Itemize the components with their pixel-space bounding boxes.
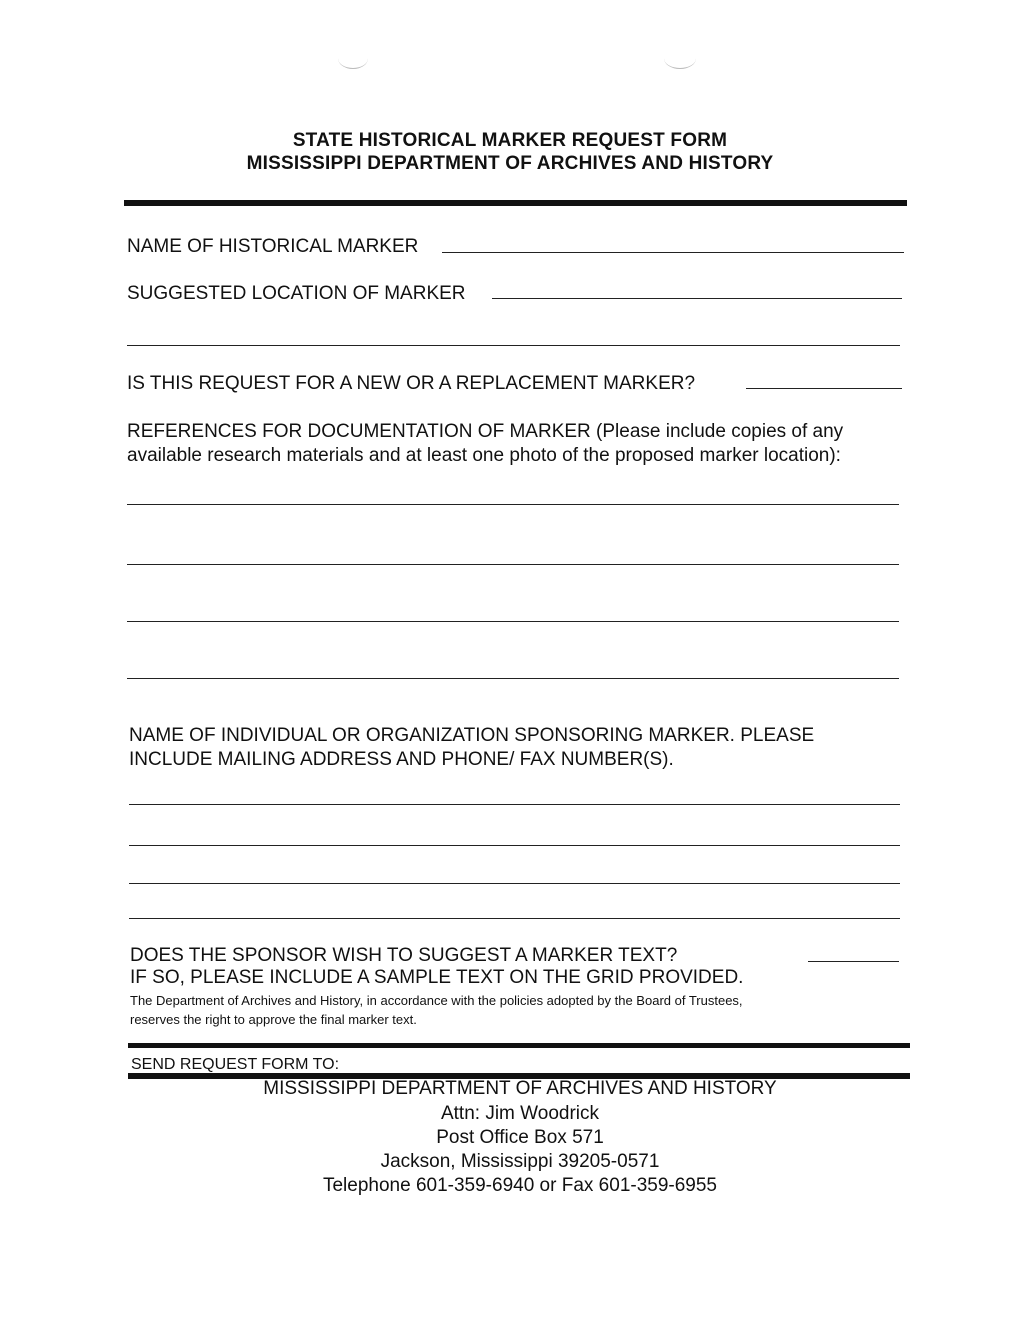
new-or-replacement-field[interactable]	[746, 388, 902, 389]
references-line[interactable]	[127, 504, 899, 505]
sponsor-label-continued: INCLUDE MAILING ADDRESS AND PHONE/ FAX NUMBER(S).	[129, 749, 674, 770]
location-field[interactable]	[492, 298, 902, 299]
suggest-text-field[interactable]	[808, 961, 899, 962]
suggest-text-instructions: IF SO, PLEASE INCLUDE A SAMPLE TEXT ON THE GRID PROVIDED.	[130, 967, 744, 988]
references-line[interactable]	[127, 621, 899, 622]
references-line[interactable]	[127, 564, 899, 565]
references-label-continued: available research materials and at least one photo of the proposed marker location):	[127, 445, 841, 466]
location-label: SUGGESTED LOCATION OF MARKER	[127, 283, 466, 304]
form-subtitle: MISSISSIPPI DEPARTMENT OF ARCHIVES AND HISTORY	[246, 153, 774, 174]
send-to-phone-fax: Telephone 601-359-6940 or Fax 601-359-6955	[322, 1175, 718, 1196]
sponsor-line[interactable]	[129, 845, 900, 846]
marker-name-field[interactable]	[442, 252, 904, 253]
sponsor-line[interactable]	[129, 883, 900, 884]
send-to-organization: MISSISSIPPI DEPARTMENT OF ARCHIVES AND HISTORY	[263, 1078, 777, 1099]
references-line[interactable]	[127, 678, 899, 679]
location-field-continued[interactable]	[127, 345, 900, 346]
sponsor-label: NAME OF INDIVIDUAL OR ORGANIZATION SPONSORING MARKER. PLEASE	[129, 725, 815, 746]
send-to-top-divider	[128, 1043, 910, 1048]
sponsor-line[interactable]	[129, 804, 900, 805]
trustees-note: The Department of Archives and History, in accordance with the policies adopted by the Board of Trustees,	[130, 993, 743, 1008]
new-or-replacement-label: IS THIS REQUEST FOR A NEW OR A REPLACEMENT MARKER?	[127, 373, 696, 394]
sponsor-line[interactable]	[129, 918, 900, 919]
suggest-text-label: DOES THE SPONSOR WISH TO SUGGEST A MARKER TEXT?	[130, 945, 678, 966]
marker-name-label: NAME OF HISTORICAL MARKER	[127, 236, 419, 257]
form-title: STATE HISTORICAL MARKER REQUEST FORM	[292, 130, 728, 151]
scan-artifact	[338, 48, 368, 69]
send-to-po-box: Post Office Box 571	[436, 1127, 604, 1148]
trustees-note-continued: reserves the right to approve the final marker text.	[130, 1012, 417, 1027]
header-divider	[124, 200, 907, 206]
scan-artifact	[664, 48, 696, 69]
send-to-city: Jackson, Mississippi 39205-0571	[380, 1151, 660, 1172]
references-label: REFERENCES FOR DOCUMENTATION OF MARKER (Please include copies of any	[127, 421, 844, 442]
send-to-attention: Attn: Jim Woodrick	[440, 1103, 600, 1124]
send-to-label: SEND REQUEST FORM TO:	[131, 1056, 340, 1073]
